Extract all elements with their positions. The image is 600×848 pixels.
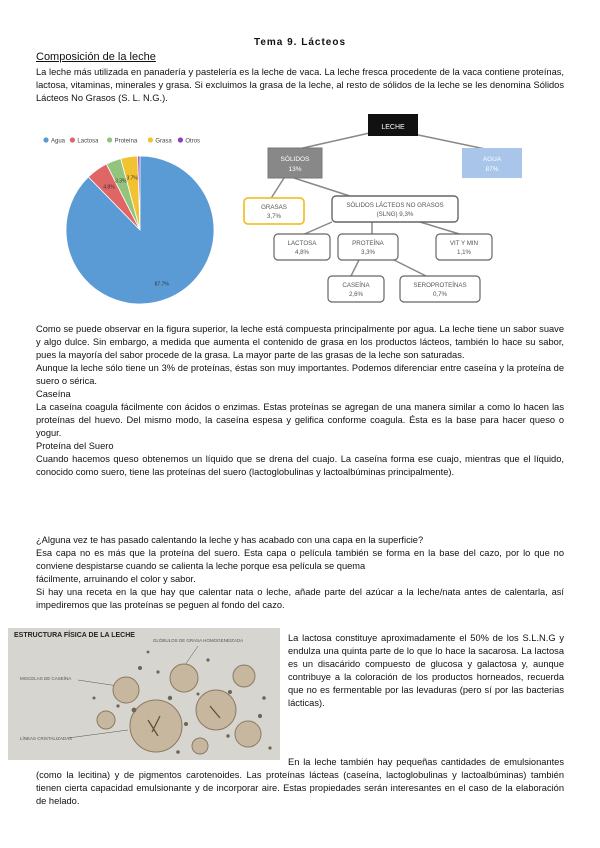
legend-swatch-agua: [43, 137, 48, 142]
agua-value: 87%: [485, 166, 499, 173]
proteina-box: [338, 234, 398, 260]
composition-diagram: [240, 112, 570, 308]
slng-value: (SLNG) 9,3%: [376, 211, 414, 218]
milk-structure-drawing: [8, 628, 280, 760]
page-title: Tema 9. Lácteos: [253, 37, 347, 48]
grasas-value: 3,7%: [266, 213, 282, 220]
grasas-box: [244, 198, 304, 224]
paragraph-1: Como se puede observar en la figura superior, la leche está compuesta principalmente por agua. La leche tiene un sabor suave y algo dulce. Sin embargo, a medida que aumenta el contenido de grasa en los productos lácteos, también lo hace su sabor, pues la mayoría del sabor procede de la grasa. La mayor parte de las grasas de la leche son saturadas.: [36, 324, 564, 360]
paragraph-4: Cuando hacemos queso obtenemos un líquido que se drena del cuajo. La caseína forma ese cuajo, mientras que el líquido, conocido como suero, tiene las proteínas del suero (lactoglobulinas y lactoalbúminas principalmente).: [36, 454, 564, 477]
caseina-label: CASEÍNA: [342, 282, 370, 289]
solidos-box: [268, 148, 322, 178]
legend-swatch-proteína: [107, 137, 112, 142]
seroproteinas-box: [400, 276, 480, 302]
pie-label-agua: 87.7%: [154, 281, 169, 288]
proteina-value: 3,3%: [360, 249, 376, 256]
pie-label-proteína: 3.3%: [115, 178, 127, 185]
legend-label-agua: Agua: [51, 138, 66, 145]
paragraph-3: La caseína coagula fácilmente con ácidos o enzimas. Estas proteínas se agregan de una manera similar a como lo hacen las proteínas del huevo. Del mismo modo, la caseína espesa y gelifica conforme coagula. Ésta es la base para hacer queso o yogur.: [36, 402, 564, 438]
proteina-label: PROTEÍNA: [352, 240, 384, 247]
legend-swatch-grasa: [148, 137, 153, 142]
leche-label: LECHE: [381, 124, 405, 131]
paragraph-8: En la leche también hay pequeñas cantidades de emulsionantes (como la lecitina) y de pigmentos carotenoides. Las proteínas lácteas (caseína, lactoglobulinas y lactoalbúminas) también tienen cierta capacidad emulsionante y de incorporar aire. Estas propiedades serán interesantes en el caso de la elaboración de helado.: [36, 757, 564, 806]
section-heading: Composición de la leche: [36, 51, 156, 63]
legend-swatch-lactosa: [70, 137, 75, 142]
pie-slice-agua: [66, 156, 214, 304]
agua-label: AGUA: [482, 156, 502, 163]
caseina-value: 2,6%: [348, 291, 364, 298]
paragraph-6: Si hay una receta en la que hay que calentar nata o leche, añade parte del azúcar a la leche/nata antes de calentarla, así impediremos que las proteínas se peguen al fondo del cazo.: [36, 587, 564, 610]
heading-suero: Proteína del Suero: [36, 441, 114, 451]
legend-label-proteína: Proteína: [114, 138, 138, 145]
body-text: [36, 323, 564, 479]
intro-paragraph: La leche más utilizada en panadería y pastelería es la leche de vaca. La leche fresca procedente de la vaca contiene proteínas, lactosa, vitaminas, minerales y grasa. Si excluimos la grasa de la leche, al resto de sólidos de la leche se les denomina Sólidos Lácteos No Grasos (S. L. N.G.).: [36, 67, 564, 103]
grasas-label: GRASAS: [261, 204, 287, 211]
vit-box: [436, 234, 492, 260]
slng-label: SÓLIDOS LÁCTEOS NO GRASOS: [346, 202, 444, 209]
figure-label-glob: GLÓBULOS DE GRASA HOMOGENEIZADA: [152, 638, 244, 643]
paragraph-5b: fácilmente, arruinando el color y sabor.: [36, 574, 196, 584]
body-text-2: [36, 534, 564, 612]
slng-box: [332, 196, 458, 222]
agua-box: [462, 148, 522, 178]
figure-title: ESTRUCTURA FÍSICA DE LA LECHE: [14, 632, 135, 639]
legend-swatch-otros: [178, 137, 183, 142]
legend-label-grasa: Grasa: [155, 138, 172, 145]
seroproteinas-label: SEROPROTEÍNAS: [413, 282, 467, 289]
heading-caseina: Caseína: [36, 389, 71, 399]
seroproteinas-value: 0,7%: [432, 291, 448, 298]
legend-label-otros: Otros: [185, 138, 201, 145]
paragraph-2: Aunque la leche sólo tiene un 3% de proteínas, éstas son muy importantes. Podemos diferenciar entre caseína y la proteína de suero o sérica.: [36, 363, 564, 386]
pie-label-lactosa: 4.8%: [103, 184, 115, 191]
solidos-label: SÓLIDOS: [280, 156, 310, 163]
figure-label-miscelas: MISCELAS DE CASEÍNA: [20, 676, 72, 681]
milk-structure-figure: [8, 628, 280, 760]
lactosa-box: [274, 234, 330, 260]
lactosa-paragraph: La lactosa constituye aproximadamente el 50% de los S.L.N.G y endulza una quinta parte de lo que lo hace la sacarosa. La lactosa es un disacárido compuesto de glucosa y galactosa y, aunque contribuye a la coloración de los productos horneados, recuerda que no es fermentable por las levaduras (pero sí por las bacterias lácticas).: [288, 633, 564, 708]
legend-label-lactosa: Lactosa: [77, 138, 99, 145]
caseina-box: [328, 276, 384, 302]
vit-value: 1,1%: [456, 249, 472, 256]
figure-label-lineas: LÍNEAS CRISTALIZADAS: [20, 736, 73, 741]
question: ¿Alguna vez te has pasado calentando la leche y has acabado con una capa en la superficie?: [36, 535, 424, 545]
lactosa-value: 4,8%: [294, 249, 310, 256]
pie-chart: [40, 128, 230, 314]
paragraph-5a: Esa capa no es más que la proteína del suero. Esta capa o película también se forma en la base del cazo, por lo que no conviene despistarse cuando se calienta la leche porque esa película se quema: [36, 548, 564, 571]
pie-label-grasa: 3.7%: [126, 175, 138, 182]
solidos-value: 13%: [288, 166, 302, 173]
lactosa-label: LACTOSA: [287, 240, 317, 247]
vit-label: VIT Y MIN: [449, 240, 479, 247]
